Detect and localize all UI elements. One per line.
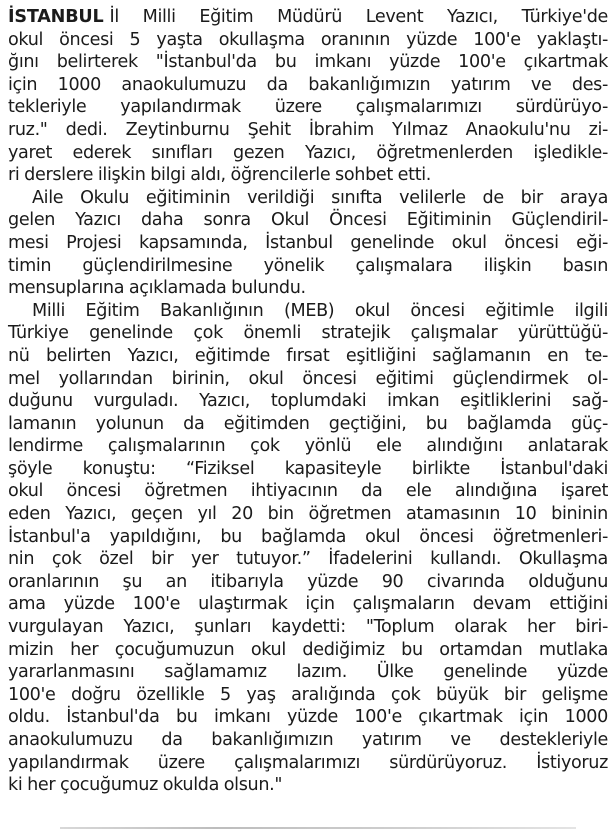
article-line: ama yüzde 100'e ulaştırmak için çalışmaların devam ettiğini bbox=[8, 594, 608, 615]
article-line: yaret ederek sınıfları gezen Yazıcı, öğretmenlerden işledikle- bbox=[8, 142, 608, 163]
article-line: tekleriyle yapılandırmak üzere çalışmalarımızı sürdürüyo- bbox=[8, 97, 608, 118]
article-line: Türkiye genelinde çok önemli stratejik çalışmalar yürüttüğü- bbox=[8, 323, 608, 344]
article-line: mensuplarına açıklamada bulundu. bbox=[8, 278, 306, 299]
article-line: için 1000 anaokulumuzu da bakanlığımızın yatırım ve des- bbox=[8, 74, 608, 95]
dateline: İSTANBUL bbox=[8, 7, 104, 27]
article-line: yararlanmasını sağlamamız lazım. Ülke genelinde yüzde bbox=[8, 662, 608, 683]
article-line: mizin her çocuğumuzun okul dediğimiz bu ortamdan mutlaka bbox=[8, 639, 608, 660]
article-line: Aile Okulu eğitiminin verildiği sınıfta velilerle de bir araya bbox=[32, 187, 608, 208]
news-article bbox=[8, 6, 608, 797]
article-line: Milli Eğitim Bakanlığının (MEB) okul öncesi eğitimle ilgili bbox=[32, 300, 608, 321]
article-line: timin güçlendirilmesine yönelik çalışmalara ilişkin basın bbox=[8, 255, 608, 276]
article-line: okul öncesi 5 yaşta okullaşma oranının yüzde 100'e yaklaştı- bbox=[8, 29, 608, 50]
article-line: anaokulumuzu da bakanlığımızın yatırım ve destekleriyle bbox=[8, 730, 608, 750]
article-line: duğunu vurguladı. Yazıcı, toplumdaki imkan eşitliklerini sağ- bbox=[8, 391, 608, 412]
article-line: ri derslere ilişkin bilgi aldı, öğrencilerle sohbet etti. bbox=[8, 165, 432, 186]
article-line: ki her çocuğumuz okulda olsun." bbox=[8, 775, 283, 796]
article-line: 100'e doğru özellikle 5 yaş aralığında çok büyük bir gelişme bbox=[8, 684, 608, 705]
article-line: oranlarının şu an itibarıyla yüzde 90 civarında olduğunu bbox=[8, 571, 608, 592]
article-line: eden Yazıcı, geçen yıl 20 bin öğretmen atamasının 10 bininin bbox=[8, 504, 608, 525]
article-line: İstanbul'a yapıldığını, bu bağlamda okul öncesi öğretmenleri- bbox=[8, 526, 608, 547]
article-line: şöyle konuştu: “Fiziksel kapasiteyle birlikte İstanbul'daki bbox=[8, 458, 608, 479]
article-line: mel yollarından birinin, okul öncesi eğitimi güçlendirmek ol- bbox=[8, 368, 608, 389]
article-line: yapılandırmak üzere çalışmalarımızı sürdürüyoruz. İstiyoruz bbox=[8, 752, 608, 773]
bottom-divider bbox=[60, 827, 576, 829]
article-line: okul öncesi öğretmen ihtiyacının da ele alındığına işaret bbox=[8, 481, 608, 502]
article-line: ğını belirterek "İstanbul'da bu imkanı yüzde 100'e çıkartmak bbox=[8, 52, 608, 73]
article-line: oldu. İstanbul'da bu imkanı yüzde 100'e çıkartmak için 1000 bbox=[8, 707, 608, 728]
article-line: lendirme çalışmalarının çok yönlü ele alındığını anlatarak bbox=[8, 436, 608, 457]
article-line: İSTANBUL İl Milli Eğitim Müdürü Levent Yazıcı, Türkiye'de bbox=[8, 7, 608, 27]
article-line: gelen Yazıcı daha sonra Okul Öncesi Eğitiminin Güçlendiril- bbox=[8, 210, 608, 231]
article-line: vurgulayan Yazıcı, şunları kaydetti: "Toplum olarak her biri- bbox=[8, 617, 608, 638]
article-line: ruz." dedi. Zeytinburnu Şehit İbrahim Yılmaz Anaokulu'nu zi- bbox=[8, 119, 608, 140]
article-line: nü belirten Yazıcı, eğitimde fırsat eşitliğini sağlamanın en te- bbox=[8, 345, 608, 366]
article-line: mesi Projesi kapsamında, İstanbul genelinde okul öncesi eği- bbox=[8, 232, 608, 253]
article-line: nin çok özel bir yer tutuyor.” İfadelerini kullandı. Okullaşma bbox=[8, 549, 608, 570]
article-line: lamanın yolunun da eğitimden geçtiğini, bu bağlamda güç- bbox=[8, 413, 608, 434]
